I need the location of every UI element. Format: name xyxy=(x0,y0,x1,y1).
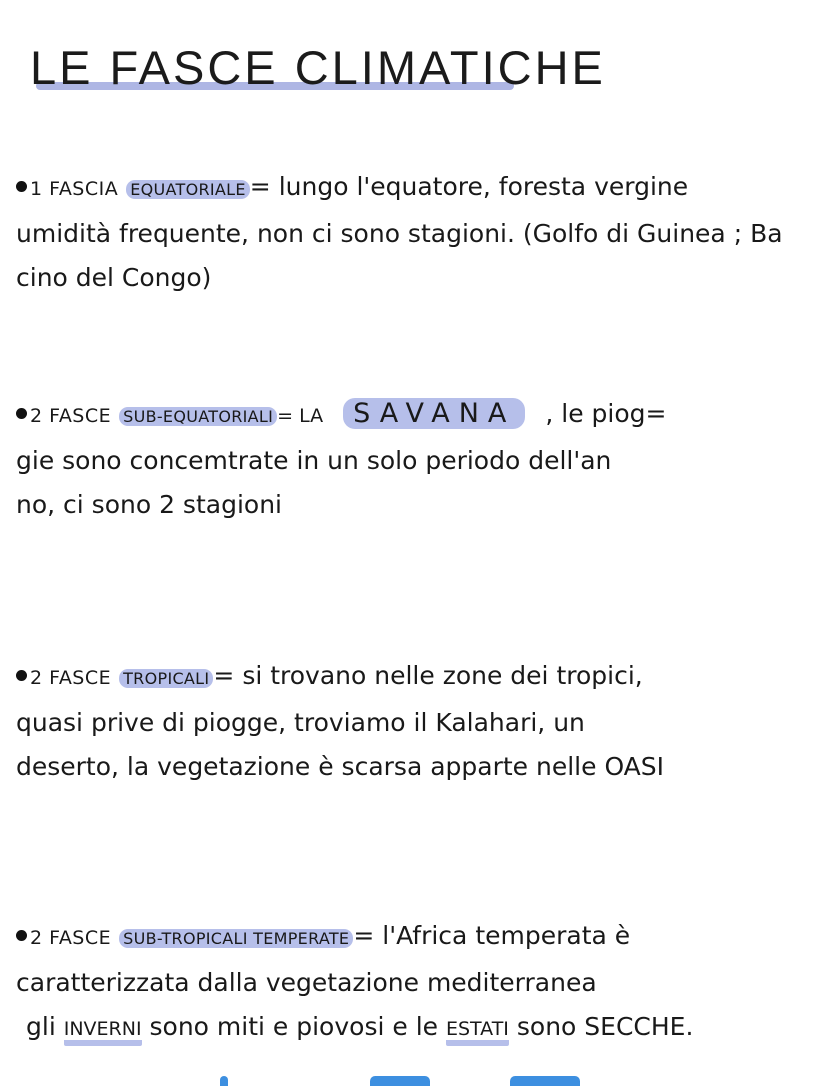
highlighted-term-savana: SAVANA xyxy=(343,398,525,429)
section-text: = l'Africa temperata è xyxy=(353,921,631,950)
section-equatoriale xyxy=(16,165,816,300)
section-line: umidità frequente, non ci sono stagioni. (Golfo di Guinea ; Ba xyxy=(16,219,783,248)
page-title: LE FASCE CLIMATICHE xyxy=(30,41,606,94)
section-text: gli xyxy=(26,1012,56,1041)
bullet-dot xyxy=(16,930,27,941)
highlighted-term: EQUATORIALE xyxy=(126,180,250,199)
section-line xyxy=(16,392,816,439)
section-line xyxy=(16,1005,816,1051)
section-text: = lungo l'equatore, foresta vergine xyxy=(249,172,689,201)
section-label: 1 FASCIA xyxy=(30,178,119,200)
section-line: caratterizzata dalla vegetazione mediterranea xyxy=(16,968,597,997)
section-text: sono SECCHE. xyxy=(516,1012,694,1041)
cut-off-handwriting xyxy=(180,1072,600,1086)
section-sub-tropicali-temperate xyxy=(16,914,816,1051)
bullet-dot xyxy=(16,408,27,419)
section-text: = si trovano nelle zone dei tropici, xyxy=(213,661,643,690)
highlighted-term: SUB-TROPICALI TEMPERATE xyxy=(119,929,353,948)
section-line: quasi prive di piogge, troviamo il Kalahari, un xyxy=(16,708,585,737)
bullet-dot xyxy=(16,670,27,681)
underlined-term-estati: ESTATI xyxy=(446,1018,509,1046)
section-text: sono miti e piovosi e le xyxy=(149,1012,439,1041)
section-line: no, ci sono 2 stagioni xyxy=(16,490,282,519)
underlined-term-inverni: INVERNI xyxy=(64,1018,142,1046)
section-tropicali xyxy=(16,654,816,789)
section-line: deserto, la vegetazione è scarsa apparte nelle OASI xyxy=(16,752,665,781)
section-line: gie sono concemtrate in un solo periodo dell'an xyxy=(16,446,612,475)
section-line: cino del Congo) xyxy=(16,263,212,292)
section-label: 2 FASCE xyxy=(30,667,112,689)
section-line xyxy=(16,654,816,701)
highlighted-term: TROPICALI xyxy=(119,669,213,688)
bullet-dot xyxy=(16,181,27,192)
section-line xyxy=(16,914,816,961)
section-label: 2 FASCE xyxy=(30,927,112,949)
section-text: = LA xyxy=(277,405,324,427)
title-block xyxy=(30,38,606,98)
section-line xyxy=(16,165,816,212)
section-text: , le piog= xyxy=(545,399,667,428)
highlighted-term: SUB-EQUATORIALI xyxy=(119,407,277,426)
section-label: 2 FASCE xyxy=(30,405,112,427)
section-sub-equatoriali xyxy=(16,392,816,527)
